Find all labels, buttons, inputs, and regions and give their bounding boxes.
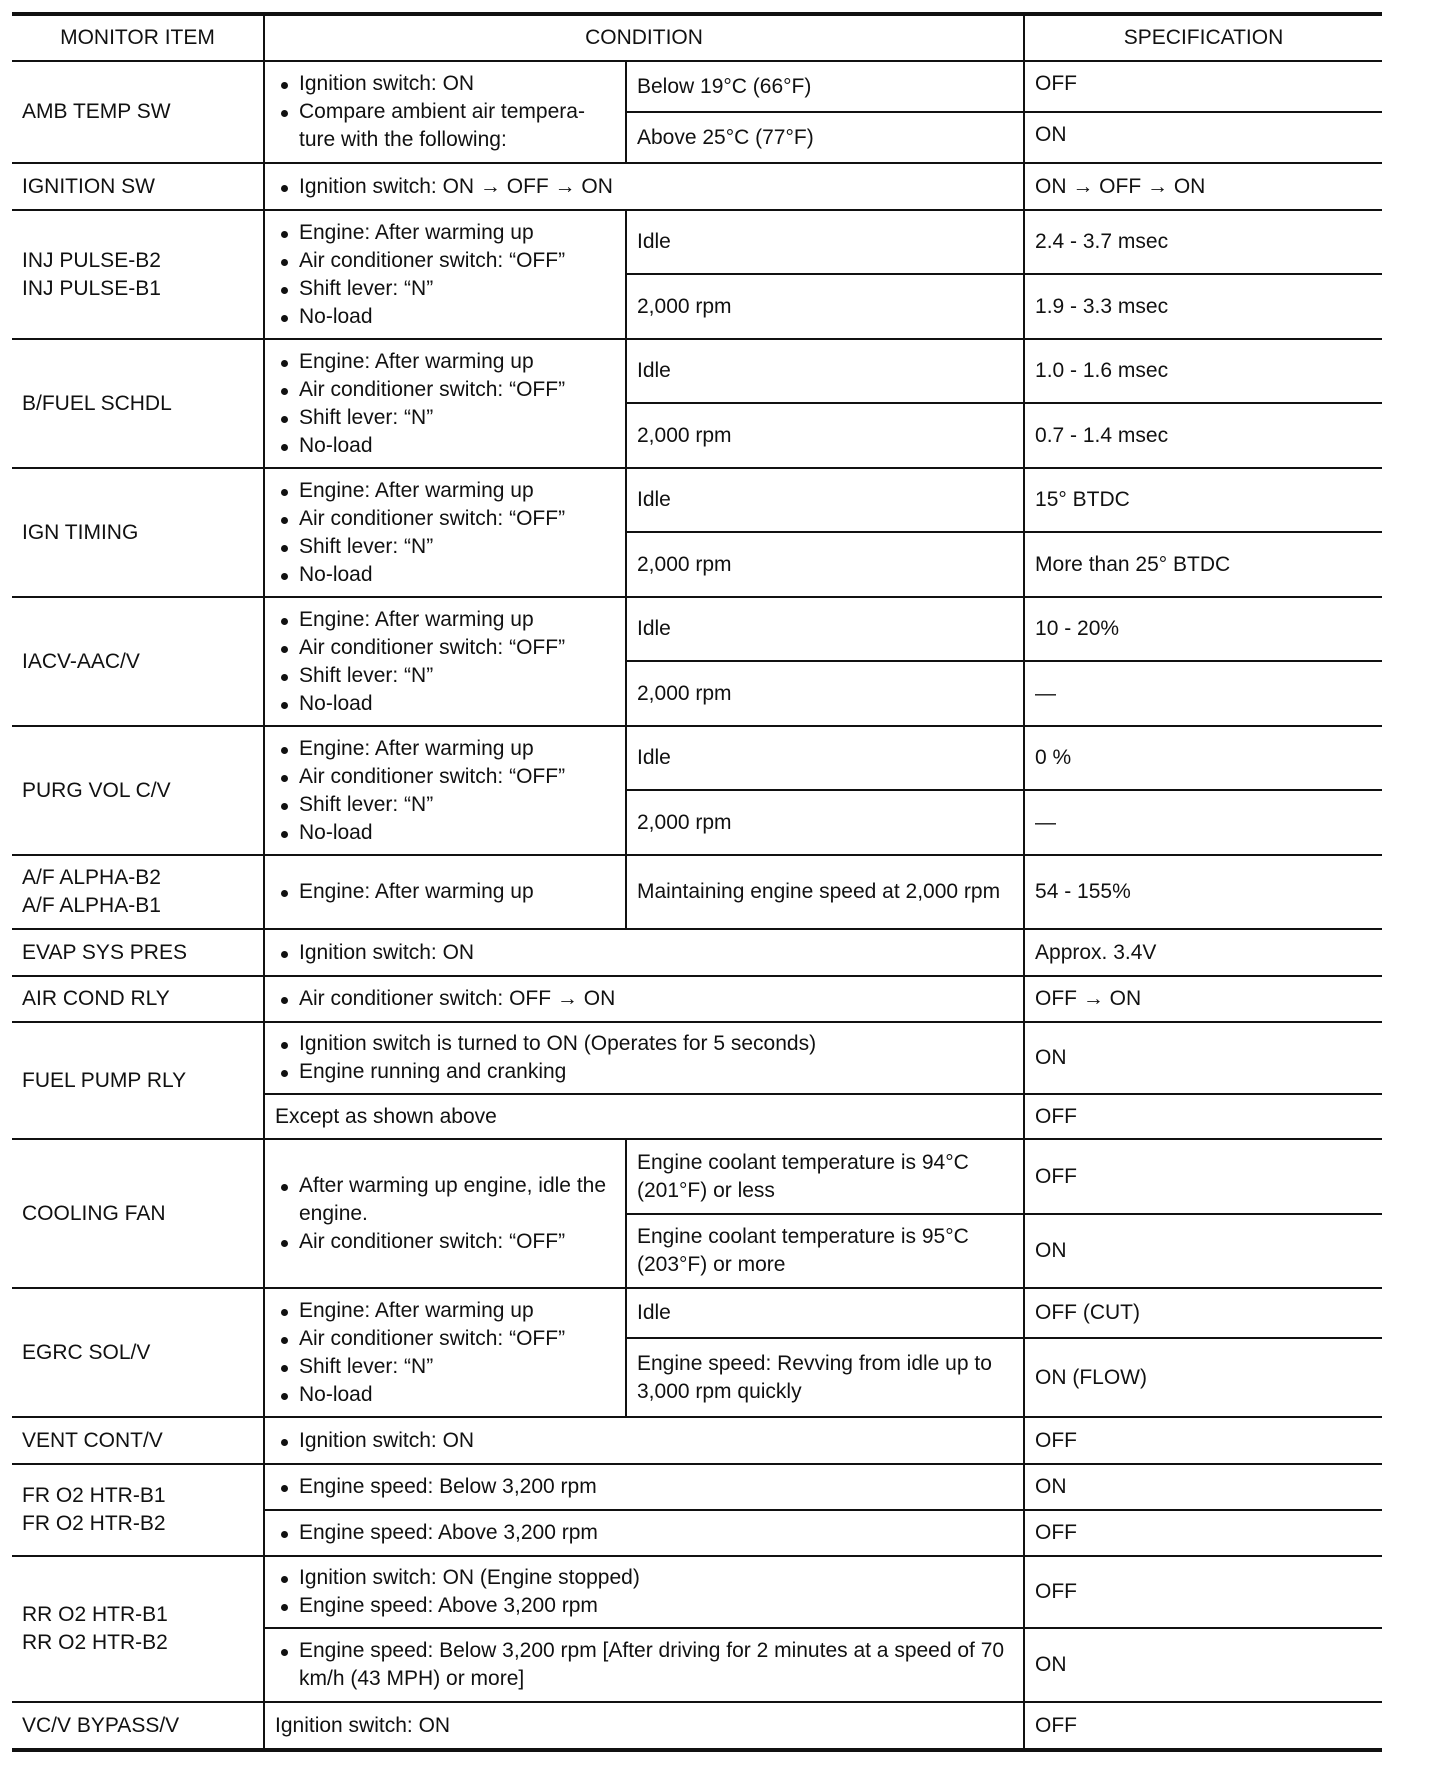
monitor-item: VENT CONT/V [12, 1417, 264, 1464]
condition-bullet: Air conditioner switch: “OFF” [275, 247, 615, 275]
monitor-item [12, 1464, 264, 1556]
monitor-item: VC/V BYPASS/V [12, 1702, 264, 1750]
condition-bullet: Engine: After warming up [275, 878, 615, 906]
sub-condition: 2,000 rpm [626, 661, 1024, 726]
monitor-item-line: INJ PULSE-B2 [22, 248, 161, 272]
header-specification: SPECIFICATION [1024, 14, 1382, 61]
condition-bullet: Shift lever: “N” [275, 533, 615, 561]
specification: 1.0 - 1.6 msec [1024, 339, 1382, 403]
specification: 0 % [1024, 726, 1382, 790]
specification: ON [1024, 1628, 1382, 1702]
condition-bullet: Air conditioner switch: “OFF” [275, 376, 615, 404]
specification: OFF [1024, 1556, 1382, 1628]
specification: OFF [1024, 61, 1382, 112]
condition-bullet: Engine speed: Above 3,200 rpm [275, 1592, 1013, 1620]
condition-bullet: Shift lever: “N” [275, 275, 615, 303]
condition-bullet: No-load [275, 561, 615, 589]
sub-condition: Engine coolant temperature is 94°C (201°F) or less [626, 1139, 1024, 1214]
condition-cell [264, 1139, 626, 1288]
sub-condition: Maintaining engine speed at 2,000 rpm [626, 855, 1024, 929]
condition-bullet: Air conditioner switch: “OFF” [275, 763, 615, 791]
condition-bullet: Air conditioner switch: “OFF” [275, 1228, 615, 1256]
condition-bullet: Engine: After warming up [275, 1297, 615, 1325]
monitor-item-line: INJ PULSE-B1 [22, 276, 161, 300]
monitor-item-line: A/F ALPHA-B2 [22, 866, 161, 889]
monitor-item: IGNITION SW [12, 163, 264, 210]
monitor-item [12, 210, 264, 339]
sub-condition: Idle [626, 210, 1024, 274]
condition-bullet: No-load [275, 1381, 615, 1409]
condition-bullet: Engine: After warming up [275, 219, 615, 247]
specification: ON [1024, 1464, 1382, 1510]
condition-bullet: Compare ambient air tempera-ture with the following: [275, 98, 615, 154]
condition-cell [264, 726, 626, 855]
monitor-item: FUEL PUMP RLY [12, 1022, 264, 1139]
condition-bullet: Ignition switch: ON [275, 1427, 1013, 1455]
sub-condition: Engine speed: Revving from idle up to 3,000 rpm quickly [626, 1338, 1024, 1417]
condition-bullet: Air conditioner switch: OFF → ON [275, 985, 1013, 1013]
monitor-item-line: RR O2 HTR-B2 [22, 1631, 168, 1654]
condition-bullet: Ignition switch: ON [275, 939, 1013, 967]
specification: ON [1024, 1214, 1382, 1288]
condition-bullet: No-load [275, 819, 615, 847]
condition-bullet: Ignition switch: ON → OFF → ON [275, 173, 1013, 201]
header-monitor-item: MONITOR ITEM [12, 14, 264, 61]
monitor-item: B/FUEL SCHDL [12, 339, 264, 468]
condition-bullet: Shift lever: “N” [275, 791, 615, 819]
condition-cell [264, 1022, 1024, 1094]
monitor-item: EGRC SOL/V [12, 1288, 264, 1417]
condition-cell [264, 1288, 626, 1417]
condition-bullet: Engine: After warming up [275, 606, 615, 634]
condition-bullet: Engine running and cranking [275, 1058, 1013, 1086]
condition-cell [264, 1556, 1024, 1628]
specification: OFF [1024, 1510, 1382, 1556]
condition-bullet: Engine speed: Below 3,200 rpm [After driving for 2 minutes at a speed of 70 km/h (43 MPH) or more] [275, 1637, 1013, 1693]
monitor-item: IACV-AAC/V [12, 597, 264, 726]
condition-cell [264, 597, 626, 726]
condition-bullet: Ignition switch: ON [275, 70, 615, 98]
condition-cell [264, 210, 626, 339]
sub-condition: Below 19°C (66°F) [626, 61, 1024, 112]
specification: 10 - 20% [1024, 597, 1382, 661]
sub-condition: Engine coolant temperature is 95°C (203°F) or more [626, 1214, 1024, 1288]
specification: 15° BTDC [1024, 468, 1382, 532]
condition-bullet: Ignition switch: ON (Engine stopped) [275, 1564, 1013, 1592]
sub-condition: 2,000 rpm [626, 532, 1024, 597]
condition-bullet: No-load [275, 432, 615, 460]
sub-condition: 2,000 rpm [626, 274, 1024, 339]
specification: Approx. 3.4V [1024, 929, 1382, 976]
monitor-item-line: FR O2 HTR-B2 [22, 1512, 166, 1535]
condition-cell [264, 163, 1024, 210]
specification: OFF (CUT) [1024, 1288, 1382, 1338]
condition-bullet: Shift lever: “N” [275, 1353, 615, 1381]
monitor-spec-table [12, 12, 1382, 1752]
specification: ON (FLOW) [1024, 1338, 1382, 1417]
condition-bullet: Ignition switch is turned to ON (Operates for 5 seconds) [275, 1030, 1013, 1058]
condition-bullet: Engine: After warming up [275, 348, 615, 376]
specification: More than 25° BTDC [1024, 532, 1382, 597]
specification: — [1024, 661, 1382, 726]
monitor-item-line: RR O2 HTR-B1 [22, 1603, 168, 1626]
condition-bullet: After warming up engine, idle the engine. [275, 1172, 615, 1228]
condition-bullet: No-load [275, 690, 615, 718]
specification: OFF [1024, 1702, 1382, 1750]
condition-cell [264, 1417, 1024, 1464]
condition-bullet: No-load [275, 303, 615, 331]
specification: OFF [1024, 1417, 1382, 1464]
condition-bullet: Air conditioner switch: “OFF” [275, 505, 615, 533]
sub-condition: 2,000 rpm [626, 790, 1024, 855]
specification: ON [1024, 112, 1382, 163]
specification: ON → OFF → ON [1024, 163, 1382, 210]
condition-cell: Ignition switch: ON [264, 1702, 1024, 1750]
specification: 54 - 155% [1024, 855, 1382, 929]
condition-cell [264, 976, 1024, 1022]
condition-bullet: Shift lever: “N” [275, 662, 615, 690]
monitor-item: AMB TEMP SW [12, 61, 264, 163]
condition-cell [264, 855, 626, 929]
monitor-item-line: A/F ALPHA-B1 [22, 894, 161, 917]
sub-condition: 2,000 rpm [626, 403, 1024, 468]
condition-bullet: Air conditioner switch: “OFF” [275, 1325, 615, 1353]
condition-cell [264, 61, 626, 163]
condition-bullet: Engine: After warming up [275, 477, 615, 505]
sub-condition: Idle [626, 597, 1024, 661]
monitor-item-line: FR O2 HTR-B1 [22, 1484, 166, 1507]
header-condition: CONDITION [264, 14, 1024, 61]
condition-cell [264, 1510, 1024, 1556]
monitor-item: IGN TIMING [12, 468, 264, 597]
monitor-item: EVAP SYS PRES [12, 929, 264, 976]
monitor-item: AIR COND RLY [12, 976, 264, 1022]
condition-cell [264, 1464, 1024, 1510]
condition-bullet: Engine speed: Above 3,200 rpm [275, 1519, 1013, 1547]
condition-bullet: Shift lever: “N” [275, 404, 615, 432]
condition-cell [264, 929, 1024, 976]
condition-bullet: Engine speed: Below 3,200 rpm [275, 1473, 1013, 1501]
specification: 1.9 - 3.3 msec [1024, 274, 1382, 339]
monitor-item [12, 1556, 264, 1702]
monitor-item: COOLING FAN [12, 1139, 264, 1288]
specification: 0.7 - 1.4 msec [1024, 403, 1382, 468]
specification: OFF [1024, 1139, 1382, 1214]
specification: 2.4 - 3.7 msec [1024, 210, 1382, 274]
condition-cell [264, 468, 626, 597]
sub-condition: Idle [626, 1288, 1024, 1338]
sub-condition: Idle [626, 468, 1024, 532]
condition-cell [264, 339, 626, 468]
condition-bullet: Air conditioner switch: “OFF” [275, 634, 615, 662]
sub-condition: Idle [626, 726, 1024, 790]
condition-bullet: Engine: After warming up [275, 735, 615, 763]
sub-condition: Above 25°C (77°F) [626, 112, 1024, 163]
specification: — [1024, 790, 1382, 855]
specification: ON [1024, 1022, 1382, 1094]
specification: OFF [1024, 1094, 1382, 1139]
monitor-item: PURG VOL C/V [12, 726, 264, 855]
sub-condition: Idle [626, 339, 1024, 403]
specification: OFF → ON [1024, 976, 1382, 1022]
condition-cell [264, 1628, 1024, 1702]
monitor-item [12, 855, 264, 929]
condition-cell: Except as shown above [264, 1094, 1024, 1139]
